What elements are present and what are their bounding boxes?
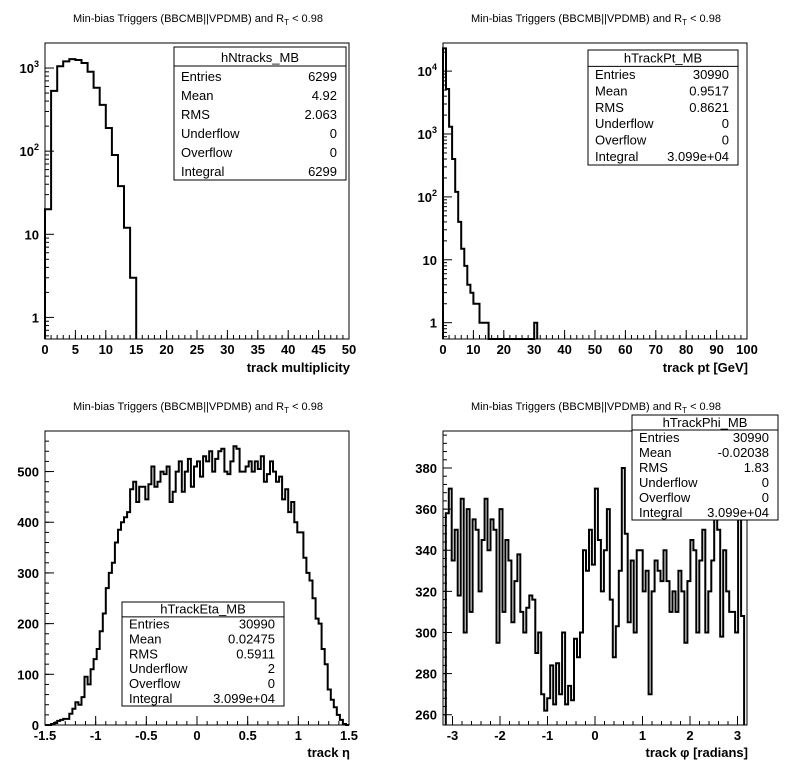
y-tick-label [17,465,39,480]
x-tick-label: 0 [41,342,49,357]
stats-value: 30990 [732,429,769,445]
y-tick-base: 10 [19,144,34,160]
x-tick-label: 30 [220,342,235,357]
x-tick-label: 3 [733,728,742,743]
stats-label: Integral [595,149,639,165]
y-tick-label [17,515,39,530]
panel-title [73,401,323,415]
y-tick-base: 280 [415,666,437,682]
x-tick-label: 20 [496,342,512,357]
y-tick-label [430,316,437,331]
x-tick-label: 10 [466,342,481,357]
x-tick-label: -1 [89,728,102,743]
stats-label: Integral [639,504,683,520]
x-tick-label: 40 [280,342,296,357]
stats-value: 6299 [308,68,337,84]
stats-name: hTrackEta_MB [160,601,246,617]
stats-value: 1.83 [743,459,769,475]
title-subscript: T [284,18,290,27]
x-tick-label: 100 [736,342,758,357]
y-tick-base: 10 [24,227,39,243]
y-tick-label [32,718,39,733]
y-tick-label [17,566,39,581]
stats-value: 3.099e+04 [213,690,275,706]
x-tick-label: 10 [98,342,114,357]
stats-label: Entries [639,429,680,445]
y-tick-label [415,667,437,682]
y-tick-label [415,625,437,640]
panel-ntracks [20,13,357,375]
y-tick-base: 1 [31,310,39,326]
panel-trackpt [418,13,758,375]
stats-value: 3.099e+04 [707,504,769,520]
stats-label: Underflow [639,474,698,490]
stats-label: Entries [129,616,170,632]
y-tick-label [418,125,437,142]
x-tick-label: 0.5 [238,728,257,743]
y-tick-base: 380 [415,461,437,477]
x-tick-label: 25 [189,342,205,357]
y-tick-base: 10 [417,127,432,143]
stats-label: Overflow [129,676,181,692]
stats-label: Entries [181,68,222,84]
y-tick-label [17,667,39,682]
stats-box [122,602,284,706]
x-tick-label: 35 [250,342,266,357]
stats-label: Mean [129,631,162,647]
stats-value: 0 [329,125,337,141]
title-subscript: T [284,406,290,415]
y-tick-exponent: 3 [431,125,437,136]
x-tick-label: 50 [341,342,357,357]
y-tick-label [415,584,437,599]
stats-label: RMS [181,106,210,122]
y-tick-label [32,310,39,325]
stats-value: 0 [721,132,729,148]
stats-value: 0.9517 [689,83,729,99]
x-tick-label: -1.5 [33,728,57,743]
stats-label: Entries [595,66,636,82]
stats-label: Mean [639,444,672,460]
x-tick-label: -2 [494,728,506,743]
x-axis-label: track multiplicity [246,360,350,375]
title-text-end: < 0.98 [289,401,323,413]
title-text: Min-bias Triggers (BBCMB||VPDMB) and R [471,13,683,25]
y-tick-label [418,188,437,205]
stats-value: 0 [761,489,769,505]
stats-label: RMS [595,99,624,115]
y-tick-base: 10 [417,64,432,80]
title-subscript: T [682,406,688,415]
y-tick-base: 300 [415,625,437,641]
stats-label: Overflow [181,144,233,160]
title-text-end: < 0.98 [687,401,721,413]
y-tick-label [418,62,437,79]
x-tick-label: 50 [587,342,603,357]
stats-label: Mean [181,87,214,103]
panel-title [73,13,323,27]
y-tick-base: 200 [17,616,39,632]
y-tick-label [20,142,39,159]
stats-value: 4.92 [311,87,337,103]
x-tick-label: 60 [618,342,633,357]
panel-tracketa [17,401,358,760]
x-tick-label: 45 [311,342,326,357]
stats-name: hTrackPhi_MB [662,414,748,430]
x-axis-label: track η [307,745,350,760]
stats-value: 30990 [692,66,729,82]
x-tick-label: 20 [159,342,174,357]
x-tick-label: 1 [638,728,647,743]
stats-value: 2.063 [304,106,337,122]
x-tick-label: 0 [591,728,599,743]
stats-label: RMS [129,646,158,662]
stats-label: Integral [181,163,225,179]
x-tick-label: -1 [541,728,554,743]
stats-box [174,47,346,180]
y-tick-label [20,59,39,76]
y-tick-exponent: 2 [33,142,39,153]
stats-value: 3.099e+04 [667,149,729,165]
x-tick-label: 1.5 [339,728,359,743]
y-tick-exponent: 3 [33,59,39,70]
x-tick-label: 2 [686,728,694,743]
y-tick-label [415,543,437,558]
panel-trackphi [415,401,778,760]
stats-label: Overflow [639,489,691,505]
y-tick-base: 340 [415,543,437,559]
x-tick-label: 80 [678,342,694,357]
y-tick-base: 500 [17,464,39,480]
y-tick-label [415,502,437,517]
panel-title [471,13,721,27]
stats-label: Overflow [595,132,647,148]
stats-name: hNtracks_MB [220,49,300,65]
x-tick-label: 1 [294,728,302,743]
y-tick-base: 300 [17,565,39,581]
x-tick-label: 15 [128,342,144,357]
y-tick-base: 10 [19,61,34,77]
y-tick-label [25,227,39,242]
title-text: Min-bias Triggers (BBCMB||VPDMB) and R [471,401,683,413]
stats-value: 0.02475 [228,631,275,647]
title-text: Min-bias Triggers (BBCMB||VPDMB) and R [73,13,285,25]
title-text-end: < 0.98 [687,13,721,25]
x-tick-label: 30 [526,342,542,357]
x-tick-label: 40 [557,342,572,357]
stats-value: 0.8621 [689,99,729,115]
y-tick-label [415,708,437,723]
x-axis-label: track φ [radians] [645,745,748,760]
x-tick-label: 70 [648,342,664,357]
x-tick-label: 5 [71,342,80,357]
stats-value: 0.5911 [236,646,275,662]
stats-label: Integral [129,690,173,706]
y-tick-base: 100 [17,667,39,683]
stats-value: 2 [267,661,275,677]
x-tick-label: -3 [446,728,459,743]
y-tick-base: 1 [429,315,437,331]
y-tick-base: 360 [415,502,437,518]
stats-value: 6299 [308,163,337,179]
stats-value: 0 [721,116,729,132]
title-subscript: T [682,18,688,27]
y-tick-base: 260 [415,707,437,723]
stats-value: 0 [267,676,275,692]
title-text: Min-bias Triggers (BBCMB||VPDMB) and R [73,401,285,413]
panel-title [471,401,721,415]
stats-box [632,415,778,520]
stats-value: 0 [761,474,769,490]
x-axis-label: track pt [GeV] [662,360,748,375]
y-tick-base: 10 [417,189,432,205]
y-tick-base: 10 [422,252,437,268]
stats-label: Underflow [129,661,188,677]
histogram-line [443,48,537,339]
x-tick-label: 90 [709,342,724,357]
stats-label: Underflow [595,116,654,132]
x-tick-label: 0 [439,342,447,357]
y-tick-exponent: 4 [431,62,437,73]
y-tick-base: 400 [17,515,39,531]
title-text-end: < 0.98 [289,13,323,25]
stats-label: RMS [639,459,668,475]
stats-label: Mean [595,83,628,99]
y-tick-label [17,617,39,632]
y-tick-exponent: 2 [431,187,437,198]
y-tick-label [423,253,437,268]
stats-value: 0 [329,144,337,160]
stats-value: 30990 [238,616,275,632]
x-tick-label: 0 [193,728,201,743]
stats-box [588,50,738,165]
histogram-line [45,59,136,339]
y-tick-base: 0 [31,718,39,733]
y-tick-base: 320 [415,584,437,600]
y-tick-label [415,461,437,476]
stats-name: hTrackPt_MB [623,50,703,66]
x-tick-label: -0.5 [135,728,158,743]
stats-label: Underflow [181,125,240,141]
stats-value: -0.02038 [717,444,769,460]
